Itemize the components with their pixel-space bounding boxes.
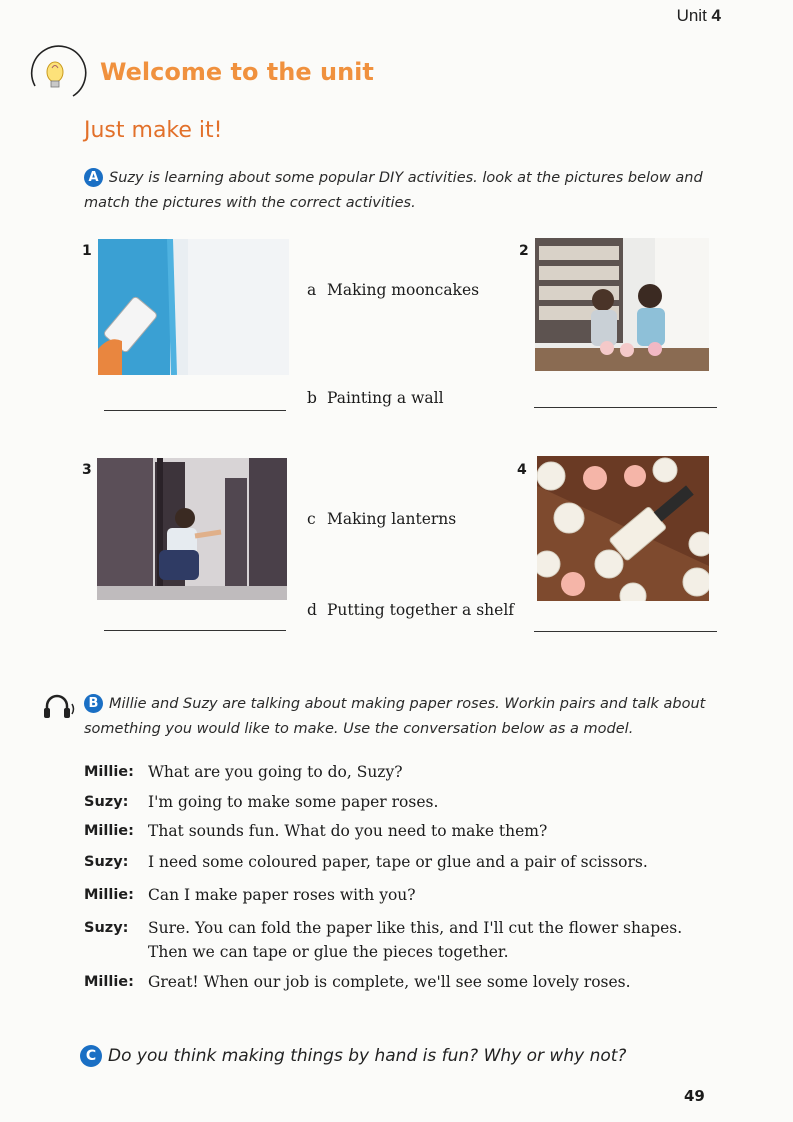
- picture-painting-wall: [98, 239, 289, 375]
- section-b-badge: B: [84, 694, 103, 713]
- picture-making-mooncakes: [537, 456, 709, 601]
- page-subtitle: Just make it!: [84, 118, 223, 143]
- section-b-instruction: B Millie and Suzy are talking about making paper roses. Workin pairs and talk about something you would like to make. Use the conversation below as a model.: [84, 696, 706, 737]
- picture-number: 3: [82, 462, 92, 478]
- option-a: a Making mooncakes: [307, 281, 480, 299]
- section-a-instruction: A Suzy is learning about some popular DIY activities. look at the pictures below and match the pictures with the correct activities.: [84, 170, 703, 211]
- picture-number: 1: [82, 243, 92, 259]
- picture-putting-together-shelf: [97, 458, 287, 600]
- unit-label: Unit 4: [676, 6, 721, 25]
- section-a-badge: A: [84, 168, 103, 187]
- section-c-question: C Do you think making things by hand is fun? Why or why not?: [80, 1045, 626, 1067]
- unit-number: 4: [711, 6, 721, 25]
- option-d: d Putting together a shelf: [307, 601, 515, 619]
- answer-blank-2[interactable]: [534, 407, 717, 408]
- page-number: 49: [684, 1087, 705, 1105]
- answer-blank-4[interactable]: [534, 631, 717, 632]
- picture-making-lanterns: [535, 238, 709, 371]
- section-c-badge: C: [80, 1045, 102, 1067]
- picture-number: 2: [519, 243, 529, 259]
- answer-blank-3[interactable]: [104, 630, 286, 631]
- picture-number: 4: [517, 462, 527, 478]
- headphones-icon[interactable]: [42, 694, 76, 720]
- answer-blank-1[interactable]: [104, 410, 286, 411]
- page-title: Welcome to the unit: [100, 58, 374, 86]
- option-c: c Making lanterns: [307, 510, 457, 528]
- option-b: b Painting a wall: [307, 389, 444, 407]
- lightbulb-icon: [27, 44, 87, 104]
